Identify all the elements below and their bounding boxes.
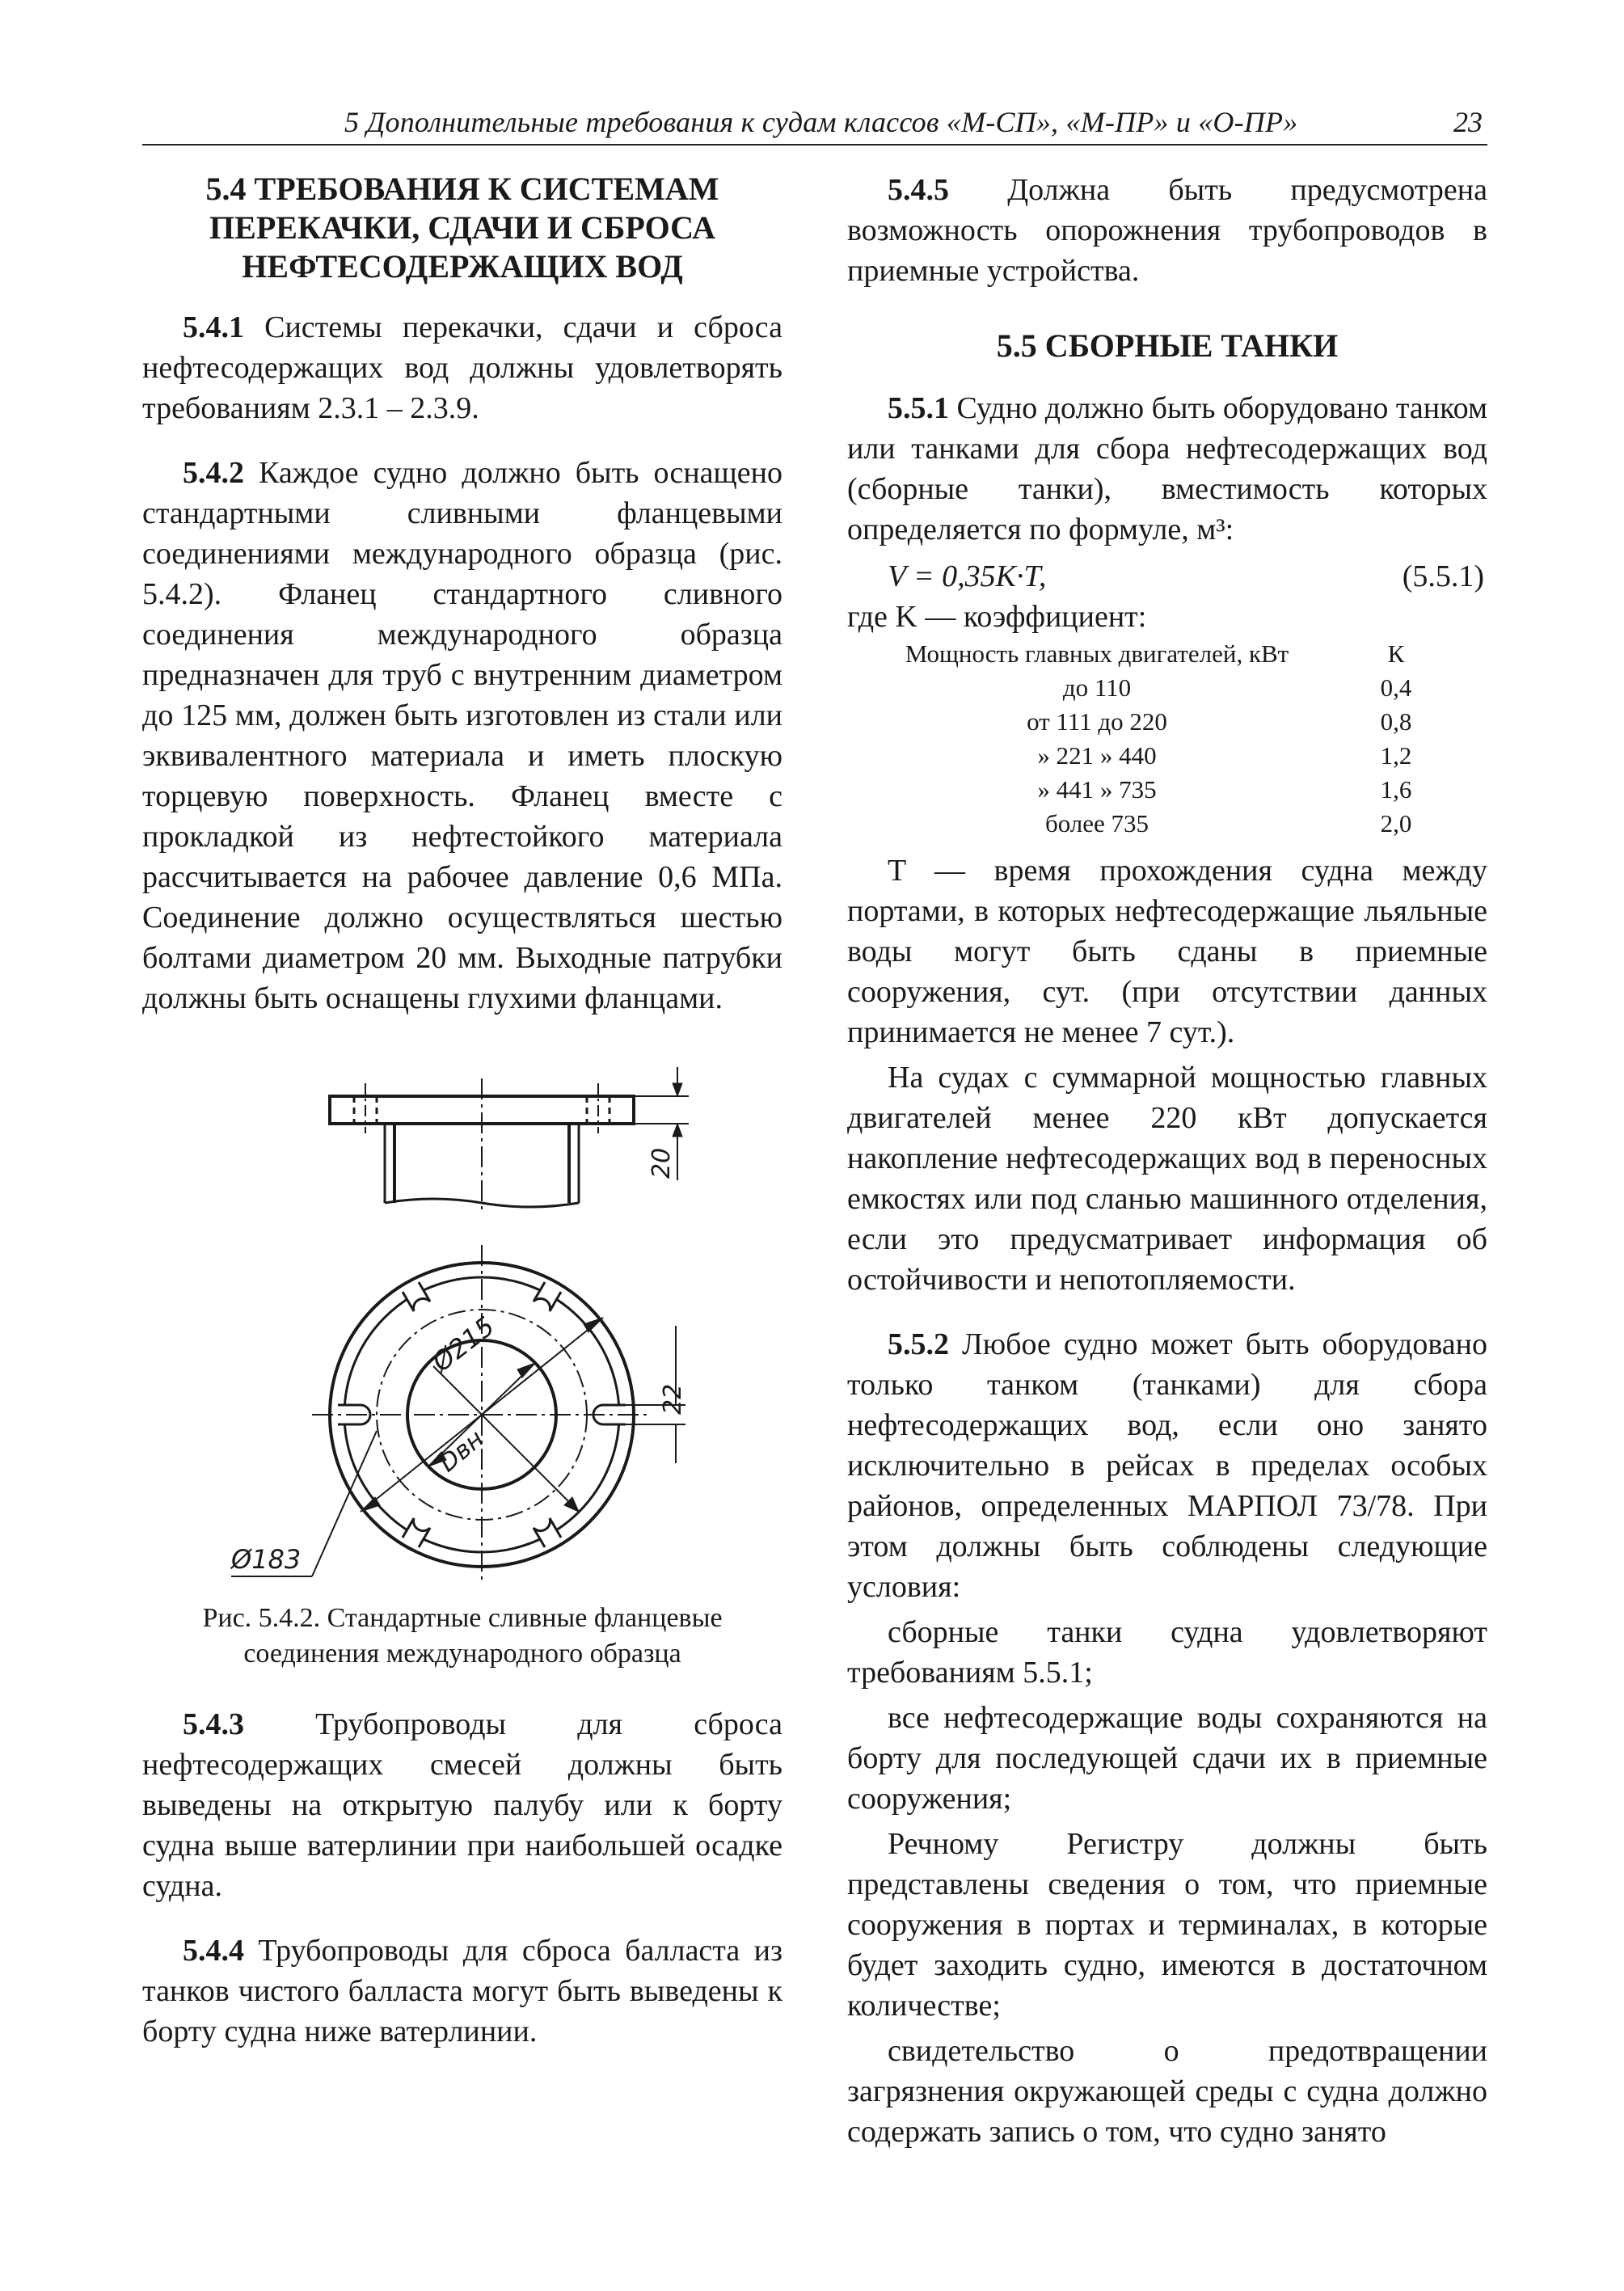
section-5-5-title: 5.5 СБОРНЫЕ ТАНКИ [996,327,1339,364]
paragraph-5-4-2: 5.4.2 Каждое судно должно быть оснащено стандартными сливными фланцевыми соединениями международного образца (рис. 5.4.2). Фланец стандартного сливного соединения международного образца предназначен для труб с внутренним диаметром до 125 мм, должен быть изготовлен из стали или эквивалентного материала и иметь плоскую торцевую поверхность. Фланец вместе с прокладкой из нефтестойкого материала рассчитывается на рабочее давление 0,6 МПа. Соединение должно осуществляться шестью болтами диаметром 20 мм. Выходные патрубки должны быть оснащены глухими фланцами. [142,456,782,1015]
inner-diameter-label: Dвн [433,1424,490,1479]
paragraph-5-4-5: 5.4.5 Должна быть предусмотрена возможность опорожнения трубопроводов в приемные устройства. [847,173,1487,288]
clause-number: 5.4.3 [183,1707,244,1741]
flange-drawing-svg [142,1067,782,1601]
condition-item: сборные танки судна удовлетворяют требованиям 5.5.1; [847,1615,1487,1690]
table-row: » 221 » 440 1,2 [1037,741,1412,770]
paragraph-5-4-1: 5.4.1 Системы перекачки, сдачи и сброса нефтесодержащих вод должны удовлетворять требованиям 2.3.1 – 2.3.9. [142,310,782,425]
clause-number: 5.4.4 [183,1934,244,1968]
clause-number: 5.4.5 [888,173,949,207]
slot-dimension-label: 22 [659,1383,687,1415]
paragraph-small-ships: На судах с суммарной мощностью главных двигателей менее 220 кВт допускается накопление нефтесодержащих вод в переносных емкостях или под сланью машинного отделения, если это предусматривает информация об остойчивости и непотопляемости. [847,1061,1487,1297]
paragraph-5-5-2: 5.5.2 Любое судно может быть оборудовано только танком (танками) для сбора нефтесодержащих вод, если оно занято исключительно в рейсах в пределах особых районов, определенных МАРПОЛ 73/78. При этом должны быть соблюдены следующие условия: [847,1327,1487,1604]
outer-diameter-label: Ø215 [426,1310,500,1378]
thickness-dimension-label: 20 [647,1147,676,1179]
right-column [847,170,1487,2152]
condition-item: свидетельство о предотвращении загрязнения окружающей среды с судна должно содержать запись о том, что судно занято [847,2034,1487,2149]
paragraph-5-4-3: 5.4.3 Трубопроводы для сброса нефтесодержащих смесей должны быть выведены на открытую палубу или к борту судна выше ватерлинии при наибольшей осадке судна. [142,1707,782,1903]
clause-number: 5.4.2 [183,456,244,490]
section-5-4-title: 5.4 ТРЕБОВАНИЯ К СИСТЕМАМ ПЕРЕКАЧКИ, СДАЧИ И СБРОСА НЕФТЕСОДЕРЖАЩИХ ВОД [205,171,719,285]
left-column [142,170,782,2052]
page-number: 23 [1453,106,1483,138]
t-definition: T — время прохождения судна между портами, в которых нефтесодержащие льяльные воды могут быть сданы в приемные сооружения, сут. (при отсутствии данных принимается не менее 7 сут.). [847,854,1487,1049]
running-header [142,105,1487,146]
header-power: Мощность главных двигателей, кВт [905,639,1289,668]
bolt-circle-label: Ø183 [231,1544,302,1575]
formula-number: (5.5.1) [1402,559,1484,593]
header-k: К [1387,639,1405,668]
figure-caption: Рис. 5.4.2. Стандартные сливные фланцевые соединения международного образца [202,1603,723,1669]
condition-item: все нефтесодержащие воды сохраняются на борту для последующей сдачи их в приемные сооружения; [847,1701,1487,1816]
flange-drawing [142,1067,782,1601]
table-row: более 735 2,0 [1044,809,1412,838]
paragraph-5-5-1: 5.5.1 Судно должно быть оборудовано танком или танками для сбора нефтесодержащих вод (сборные танки), вместимость которых определяется по формуле, м³: [847,391,1487,546]
formula-expression: V = 0,35K·T, [888,559,1047,593]
table-row: от 111 до 220 0,8 [1027,707,1412,736]
table-row: до 110 0,4 [1062,673,1412,702]
k-definition: где K — коэффициент: [847,600,1147,634]
clause-number: 5.4.1 [183,310,244,344]
clause-number: 5.5.1 [888,391,949,425]
formula-5-5-1 [847,556,1487,597]
condition-item: Речному Регистру должны быть представлены сведения о том, что приемные сооружения в портах и терминалах, в которые будет заходить судно, имеются в достаточном количестве; [847,1827,1487,2023]
table-header-row [858,637,1457,671]
coefficient-table [858,637,1457,841]
paragraph-5-4-4: 5.4.4 Трубопроводы для сброса балласта из танков чистого балласта могут быть выведены к борту судна ниже ватерлинии. [142,1934,782,2048]
clause-number: 5.5.2 [888,1327,949,1361]
table-row: » 441 » 735 1,6 [1037,775,1412,804]
running-title: 5 Дополнительные требования к судам классов «М-СП», «М-ПР» и «О-ПР» [344,106,1298,138]
